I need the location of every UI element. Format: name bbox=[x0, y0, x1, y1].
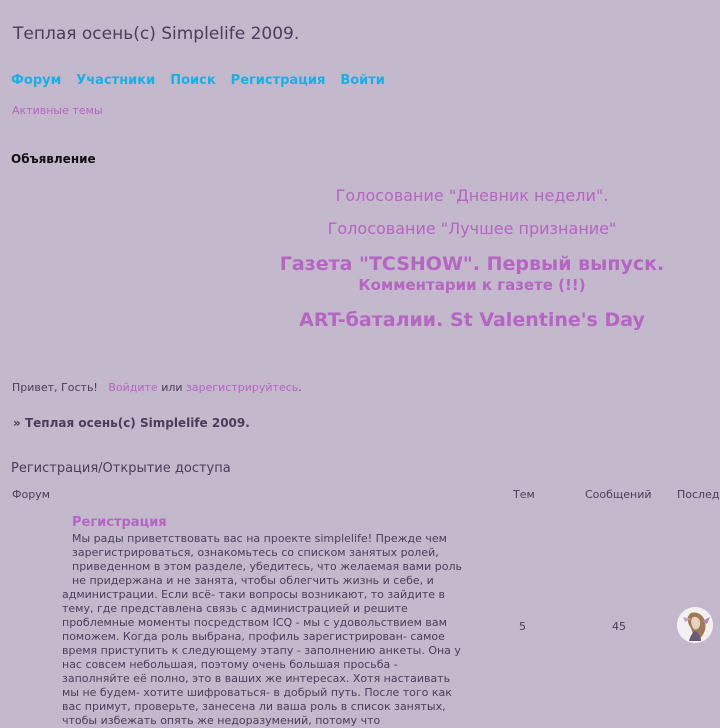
column-header-topics: Тем bbox=[513, 488, 535, 501]
announcement-link-newspaper[interactable]: Газета "TCSHOW". Первый выпуск. bbox=[279, 253, 665, 275]
greeting-end: . bbox=[298, 381, 302, 394]
avatar-image-icon bbox=[677, 607, 713, 643]
login-link[interactable]: Войдите bbox=[108, 381, 158, 394]
main-nav bbox=[11, 73, 385, 88]
breadcrumb-title[interactable]: Теплая осень(c) Simplelife 2009. bbox=[24, 416, 250, 430]
forum-topic-count: 5 bbox=[519, 620, 526, 633]
forum-post-count: 45 bbox=[612, 620, 626, 633]
forum-description-rest: администрации. Если всё- таки вопросы возникают, то зайдите в тему, где представлена связь с администрацией и решите проблемные моменты посредством ICQ - мы с удовольствием вам поможем. Когда роль выбрана, профиль зарегистрирован- самое время приступить к следующему этапу - заполнению анкеты. Она у нас совсем небольшая, поэтому очень большая просьба - заполняйте её полно, это в ваших же интересах. Хотя настаивать мы не будем- хотите шифроваться- в добрый путь. После того как вас примут, проверьте, занесена ли ваша роль в список занятых, чтобы избежать опять же недоразумений, потому что bbox=[62, 588, 461, 727]
greeting-text: Привет, Гость! bbox=[12, 381, 98, 394]
category-title: Регистрация/Открытие доступа bbox=[11, 461, 231, 476]
announcement-link-diary-vote[interactable]: Голосование "Дневник недели". bbox=[335, 186, 609, 205]
nav-forum-link[interactable]: Форум bbox=[11, 73, 62, 88]
nav-login-link[interactable]: Войти bbox=[340, 73, 385, 88]
column-header-last-post: Послед bbox=[677, 488, 720, 501]
nav-search-link[interactable]: Поиск bbox=[170, 73, 216, 88]
board-title: Теплая осень(c) Simplelife 2009. bbox=[13, 24, 300, 44]
breadcrumb-separator: » bbox=[13, 416, 21, 430]
column-header-forum: Форум bbox=[12, 488, 50, 501]
register-link[interactable]: зарегистрируйтесь bbox=[186, 381, 299, 394]
announcement-link-art-battle[interactable]: ART-баталии. St Valentine's Day bbox=[299, 309, 645, 331]
announcement-link-newspaper-comments[interactable]: Комментарии к газете (!!) bbox=[358, 276, 586, 294]
announcement-link-confession-vote[interactable]: Голосование "Лучшее признание" bbox=[327, 219, 617, 238]
breadcrumb bbox=[13, 416, 250, 430]
nav-members-link[interactable]: Участники bbox=[76, 73, 156, 88]
column-header-posts: Сообщений bbox=[585, 488, 652, 501]
active-topics-link[interactable]: Активные темы bbox=[12, 104, 103, 117]
forum-description bbox=[62, 532, 464, 728]
nav-register-link[interactable]: Регистрация bbox=[230, 73, 326, 88]
forum-link-registration[interactable]: Регистрация bbox=[72, 515, 167, 530]
guest-greeting bbox=[12, 381, 302, 394]
last-post-avatar[interactable] bbox=[677, 607, 713, 643]
forum-description-first: Мы рады приветствовать вас на проекте simplelife! Прежде чем зарегистрироваться, ознакомьтесь со списком занятых ролей, приведенном в этом разделе, убедитесь, что желаемая вами роль не придержана и не занята, чтобы облегчить жизнь и себе, и bbox=[72, 532, 462, 587]
greeting-or: или bbox=[161, 381, 183, 394]
announcement-title: Объявление bbox=[11, 152, 96, 166]
